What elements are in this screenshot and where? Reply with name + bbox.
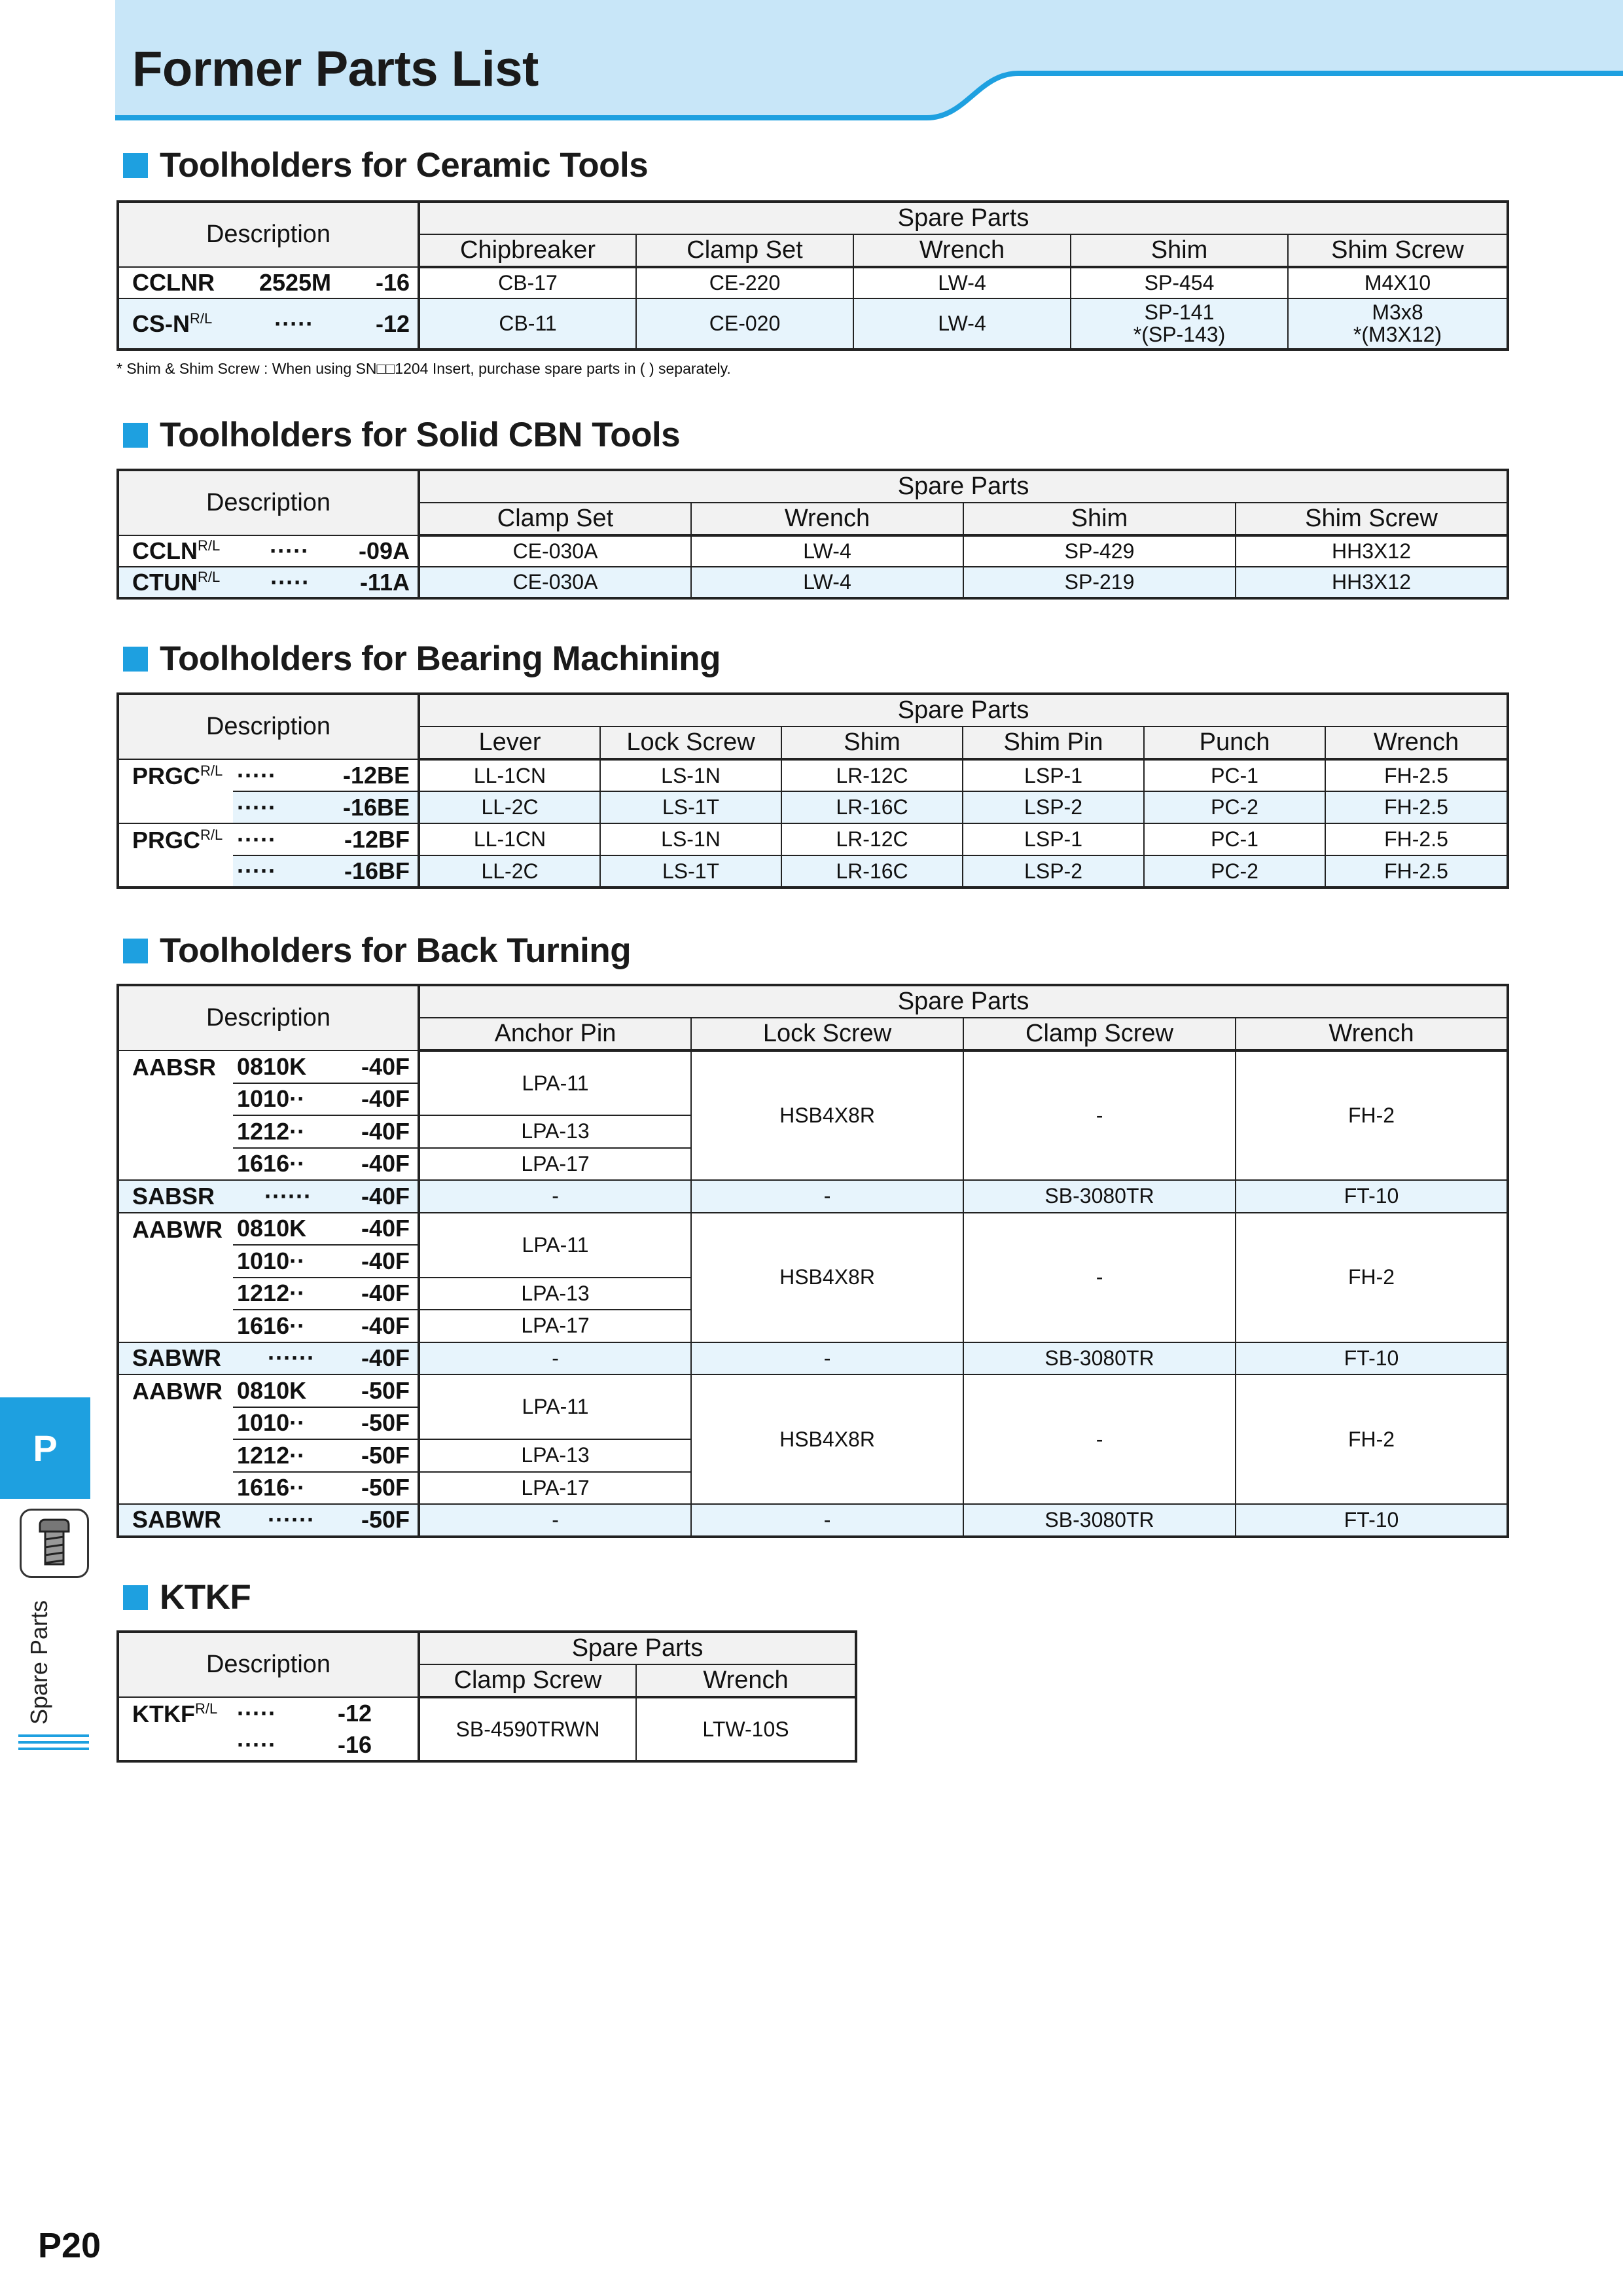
spare-parts-header: Spare Parts bbox=[419, 1632, 856, 1664]
description-header: Description bbox=[118, 1632, 419, 1697]
table-cell: LL-2C bbox=[419, 855, 600, 888]
table-cell: LPA-17 bbox=[419, 1310, 691, 1342]
table-cell: - bbox=[963, 1374, 1236, 1504]
section-title-ceramic bbox=[123, 145, 648, 185]
column-header: Shim bbox=[781, 726, 963, 759]
spare-parts-header: Spare Parts bbox=[419, 202, 1508, 234]
table-row bbox=[118, 298, 1508, 350]
column-header: Clamp Set bbox=[419, 503, 691, 535]
part-size: ····· -12BE bbox=[233, 759, 419, 791]
column-header: Shim Pin bbox=[963, 726, 1144, 759]
table-cell: LPA-13 bbox=[419, 1115, 691, 1148]
part-size: 0810K -40F bbox=[233, 1050, 419, 1083]
table-cell: FH-2.5 bbox=[1325, 823, 1508, 855]
table-cell: M4X10 bbox=[1288, 267, 1508, 298]
column-header: Lock Screw bbox=[600, 726, 781, 759]
part-description: $CS-N^{R/L}$ ····· -12 bbox=[118, 298, 419, 350]
section-title-bearing bbox=[123, 639, 721, 679]
table-row bbox=[118, 1342, 1508, 1375]
column-header: Clamp Set bbox=[636, 234, 853, 267]
column-header: Shim Screw bbox=[1236, 503, 1508, 535]
table-cell: SB-3080TR bbox=[963, 1180, 1236, 1213]
section-title-back-turning bbox=[123, 931, 631, 971]
table-cell: - bbox=[963, 1050, 1236, 1180]
table-cell: SP-141 *(SP-143) bbox=[1071, 298, 1288, 350]
table-cell: - bbox=[419, 1504, 691, 1537]
table-row bbox=[118, 1374, 1508, 1407]
part-description: $CTUN^{R/L}$ ····· -11A bbox=[118, 567, 419, 598]
part-size: 1212·· -40F bbox=[233, 1278, 419, 1310]
table-cell: LL-2C bbox=[419, 791, 600, 823]
table-cell: - bbox=[419, 1342, 691, 1375]
chapter-tab[interactable]: P bbox=[0, 1397, 90, 1499]
table-cell: CB-11 bbox=[419, 298, 636, 350]
table-row bbox=[118, 855, 1508, 888]
table-cell: FH-2 bbox=[1236, 1213, 1508, 1342]
section-title-text: KTKF bbox=[160, 1578, 251, 1617]
table-cell: LPA-13 bbox=[419, 1278, 691, 1310]
column-header: Lever bbox=[419, 726, 600, 759]
part-code: AABWR bbox=[118, 1213, 233, 1342]
back-turning-parts-table bbox=[116, 984, 1509, 1538]
table-cell: CE-220 bbox=[636, 267, 853, 298]
footnote: * Shim & Shim Screw : When using SN□□1204 Insert, purchase spare parts in ( ) separately. bbox=[116, 360, 731, 377]
part-size: 0810K -50F bbox=[233, 1374, 419, 1407]
table-cell: LPA-11 bbox=[419, 1213, 691, 1278]
column-header: Anchor Pin bbox=[419, 1018, 691, 1050]
part-description: SABSR ······ -40F bbox=[118, 1180, 419, 1213]
section-title-cbn bbox=[123, 415, 680, 455]
table-cell: LL-1CN bbox=[419, 823, 600, 855]
section-title-text: Toolholders for Back Turning bbox=[160, 931, 632, 970]
section-title-text: Toolholders for Ceramic Tools bbox=[160, 146, 649, 185]
table-cell: LTW-10S bbox=[636, 1697, 856, 1761]
table-cell: LPA-13 bbox=[419, 1439, 691, 1472]
part-size: 1616·· -40F bbox=[233, 1310, 419, 1342]
table-cell: PC-1 bbox=[1144, 823, 1325, 855]
table-cell: CB-17 bbox=[419, 267, 636, 298]
table-cell: LR-16C bbox=[781, 855, 963, 888]
table-cell: HSB4X8R bbox=[691, 1050, 963, 1180]
spare-parts-header: Spare Parts bbox=[419, 985, 1508, 1018]
table-cell: FH-2.5 bbox=[1325, 759, 1508, 791]
table-cell: SP-429 bbox=[963, 535, 1236, 567]
table-row bbox=[118, 1180, 1508, 1213]
section-bullet-icon bbox=[123, 939, 148, 963]
table-cell: FT-10 bbox=[1236, 1180, 1508, 1213]
table-cell: SB-3080TR bbox=[963, 1342, 1236, 1375]
table-cell: LW-4 bbox=[691, 567, 963, 598]
part-size: 1010·· -50F bbox=[233, 1407, 419, 1440]
description-header: Description bbox=[118, 202, 419, 267]
bearing-parts-table bbox=[116, 692, 1509, 889]
table-row bbox=[118, 535, 1508, 567]
table-cell: FH-2 bbox=[1236, 1050, 1508, 1180]
ktkf-parts-table bbox=[116, 1630, 857, 1763]
description-header: Description bbox=[118, 985, 419, 1050]
table-cell: FH-2.5 bbox=[1325, 855, 1508, 888]
table-cell: - bbox=[963, 1213, 1236, 1342]
table-cell: LS-1T bbox=[600, 855, 781, 888]
column-header: Wrench bbox=[636, 1664, 856, 1697]
column-header: Shim bbox=[963, 503, 1236, 535]
description-header: Description bbox=[118, 694, 419, 759]
table-cell: FT-10 bbox=[1236, 1504, 1508, 1537]
screw-icon bbox=[20, 1509, 89, 1578]
table-cell: CE-020 bbox=[636, 298, 853, 350]
table-cell: LSP-2 bbox=[963, 791, 1144, 823]
section-bullet-icon bbox=[123, 647, 148, 672]
description-header: Description bbox=[118, 470, 419, 535]
table-row bbox=[118, 791, 1508, 823]
table-cell: HH3X12 bbox=[1236, 535, 1508, 567]
table-row bbox=[118, 1504, 1508, 1537]
table-cell: - bbox=[691, 1342, 963, 1375]
cbn-parts-table bbox=[116, 469, 1509, 600]
table-cell: PC-1 bbox=[1144, 759, 1325, 791]
table-row bbox=[118, 1697, 856, 1729]
page-number: P20 bbox=[38, 2226, 101, 2265]
table-cell: HSB4X8R bbox=[691, 1213, 963, 1342]
part-size: 1212·· -50F bbox=[233, 1439, 419, 1472]
table-cell: LL-1CN bbox=[419, 759, 600, 791]
side-decoration bbox=[18, 1734, 89, 1754]
table-cell: CE-030A bbox=[419, 567, 691, 598]
table-cell: - bbox=[419, 1180, 691, 1213]
part-size: ····· -16BE bbox=[233, 791, 419, 823]
table-cell: LSP-2 bbox=[963, 855, 1144, 888]
part-description: $CCLN^{R/L}$ ····· -09A bbox=[118, 535, 419, 567]
table-cell: M3x8 *(M3X12) bbox=[1288, 298, 1508, 350]
table-row bbox=[118, 823, 1508, 855]
table-cell: LS-1N bbox=[600, 759, 781, 791]
ceramic-parts-table bbox=[116, 200, 1509, 351]
spare-parts-header: Spare Parts bbox=[419, 470, 1508, 503]
part-size: 0810K -40F bbox=[233, 1213, 419, 1246]
column-header: Clamp Screw bbox=[963, 1018, 1236, 1050]
table-cell: FT-10 bbox=[1236, 1342, 1508, 1375]
column-header: Wrench bbox=[1325, 726, 1508, 759]
table-cell: SP-454 bbox=[1071, 267, 1288, 298]
table-cell: PC-2 bbox=[1144, 791, 1325, 823]
table-cell: LS-1N bbox=[600, 823, 781, 855]
table-cell: LR-12C bbox=[781, 823, 963, 855]
table-row bbox=[118, 759, 1508, 791]
table-cell: LPA-17 bbox=[419, 1148, 691, 1181]
section-bullet-icon bbox=[123, 423, 148, 448]
part-size: 1212·· -40F bbox=[233, 1115, 419, 1148]
column-header: Shim Screw bbox=[1288, 234, 1508, 267]
part-size: ····· -12 bbox=[233, 1697, 419, 1729]
part-code: AABWR bbox=[118, 1374, 233, 1504]
page-title: Former Parts List bbox=[132, 41, 539, 97]
table-cell: LW-4 bbox=[691, 535, 963, 567]
table-cell: - bbox=[691, 1180, 963, 1213]
column-header: Clamp Screw bbox=[419, 1664, 636, 1697]
column-header: Wrench bbox=[691, 503, 963, 535]
table-cell: FH-2.5 bbox=[1325, 791, 1508, 823]
table-cell: CE-030A bbox=[419, 535, 691, 567]
table-cell: LW-4 bbox=[853, 267, 1071, 298]
part-size: ····· -16BF bbox=[233, 855, 419, 888]
part-code: $PRGC^{R/L}$ bbox=[118, 823, 233, 888]
table-cell: FH-2 bbox=[1236, 1374, 1508, 1504]
section-bullet-icon bbox=[123, 153, 148, 178]
part-size: 1010·· -40F bbox=[233, 1245, 419, 1278]
table-cell: HSB4X8R bbox=[691, 1374, 963, 1504]
section-title-text: Toolholders for Bearing Machining bbox=[160, 639, 721, 678]
table-cell: SP-219 bbox=[963, 567, 1236, 598]
part-code: $KTKF^{R/L}$ bbox=[118, 1697, 233, 1761]
table-cell: PC-2 bbox=[1144, 855, 1325, 888]
part-size: ····· -12BF bbox=[233, 823, 419, 855]
table-cell: LW-4 bbox=[853, 298, 1071, 350]
part-size: ····· -16 bbox=[233, 1729, 419, 1761]
table-cell: SB-3080TR bbox=[963, 1504, 1236, 1537]
column-header: Shim bbox=[1071, 234, 1288, 267]
table-row bbox=[118, 1050, 1508, 1083]
section-title-ktkf bbox=[123, 1577, 251, 1617]
table-cell: LR-12C bbox=[781, 759, 963, 791]
section-bullet-icon bbox=[123, 1585, 148, 1610]
table-cell: LS-1T bbox=[600, 791, 781, 823]
part-description: SABWR ······ -40F bbox=[118, 1342, 419, 1375]
table-cell: LPA-11 bbox=[419, 1374, 691, 1439]
table-cell: LPA-11 bbox=[419, 1050, 691, 1115]
column-header: Punch bbox=[1144, 726, 1325, 759]
part-code: AABSR bbox=[118, 1050, 233, 1180]
part-description: SABWR ······ -50F bbox=[118, 1504, 419, 1537]
section-title-text: Toolholders for Solid CBN Tools bbox=[160, 416, 681, 454]
table-cell: LSP-1 bbox=[963, 759, 1144, 791]
column-header: Wrench bbox=[1236, 1018, 1508, 1050]
spare-parts-header: Spare Parts bbox=[419, 694, 1508, 726]
table-cell: - bbox=[691, 1504, 963, 1537]
column-header: Lock Screw bbox=[691, 1018, 963, 1050]
part-description: CCLNR 2525M -16 bbox=[118, 267, 419, 298]
table-cell: SB-4590TRWN bbox=[419, 1697, 636, 1761]
part-code: $PRGC^{R/L}$ bbox=[118, 759, 233, 823]
table-cell: LR-16C bbox=[781, 791, 963, 823]
part-size: 1616·· -40F bbox=[233, 1148, 419, 1181]
table-cell: LPA-17 bbox=[419, 1472, 691, 1505]
part-size: 1010·· -40F bbox=[233, 1083, 419, 1116]
part-size: 1616·· -50F bbox=[233, 1472, 419, 1505]
table-cell: HH3X12 bbox=[1236, 567, 1508, 598]
table-row bbox=[118, 567, 1508, 598]
side-label: Spare Parts bbox=[26, 1600, 52, 1725]
table-cell: LSP-1 bbox=[963, 823, 1144, 855]
column-header: Chipbreaker bbox=[419, 234, 636, 267]
table-row bbox=[118, 1213, 1508, 1246]
table-row bbox=[118, 267, 1508, 298]
column-header: Wrench bbox=[853, 234, 1071, 267]
